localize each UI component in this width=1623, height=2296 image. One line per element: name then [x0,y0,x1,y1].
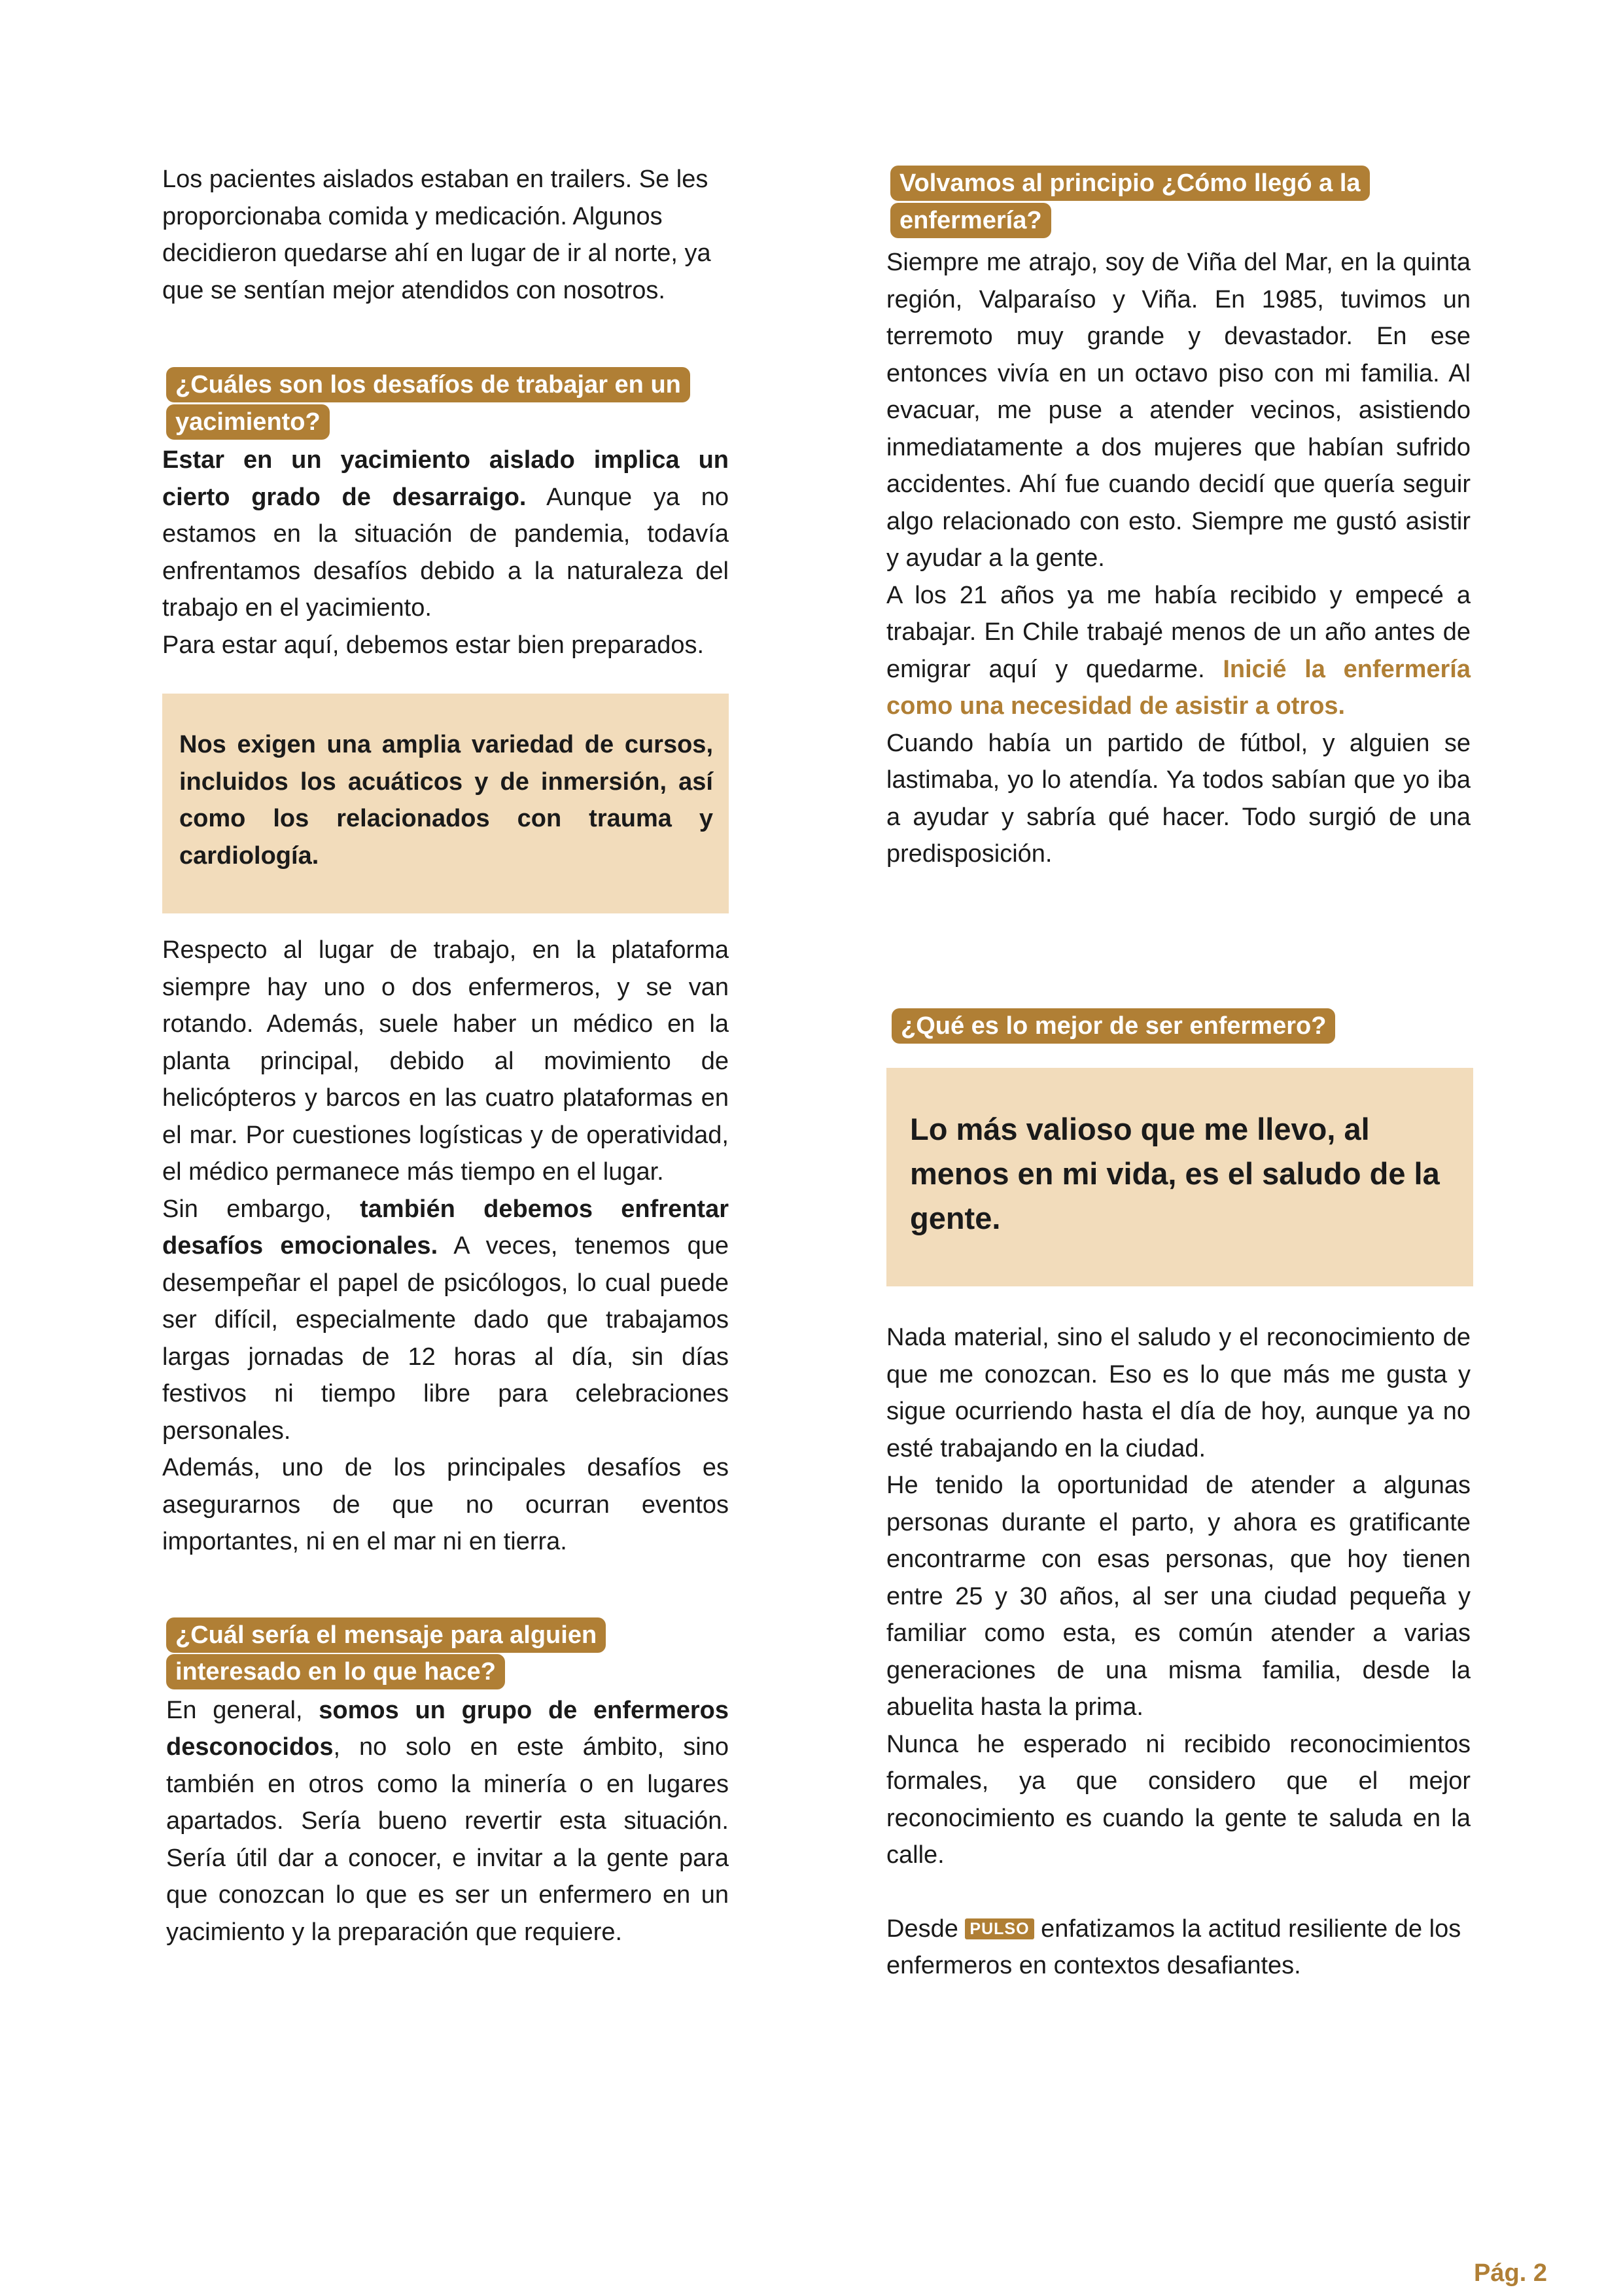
question-challenges [166,366,729,440]
origin-answer: Siempre me atrajo, soy de Viña del Mar, en la quinta región, Valparaíso y Viña. En 1985, tuvimos un terremoto muy grande y devastador. En ese entonces vivía en un octavo piso con mi familia. Al evacuar, me puse a atender vecinos, asistiendo inmediatamente a dos mujeres que habían sufrido accidentes. Ahí fue cuando decidí que quería seguir algo relacionado con esto. Siempre me gustó asistir y ayudar a la gente. [886,249,1471,572]
question-message [166,1617,663,1691]
emotional-paragraph [162,1191,729,1450]
callout-courses-text: Nos exigen una amplia variedad de cursos, incluidos los acuáticos y de inmersión, así como los relacionados con trauma y cardiología. [179,731,713,870]
callout-quote [886,1068,1473,1286]
closing-rest: enfatizamos la actitud resiliente de los enfermeros en contextos desafiantes. [886,1915,1461,1979]
challenges-prepared: Para estar aquí, debemos estar bien preparados. [162,631,705,659]
callout-quote-text: Lo más valioso que me llevo, al menos en mi vida, es el saludo de la gente. [910,1112,1440,1235]
emotional-rest: A veces, tenemos que desempeñar el papel de psicólogos, lo cual puede ser difícil, especialmente dado que trabajamos largas jornadas de 12 horas al día, sin días festivos ni tiempo libre para celebraciones personales. [162,1232,729,1445]
origin-football: Cuando había un partido de fútbol, y alguien se lastimaba, yo lo atendía. Ya todos sabían que yo iba a ayudar y sabría qué hacer. Todo surgió de una predisposición. [886,729,1471,868]
emotional-pre: Sin embargo, [162,1195,360,1223]
question-origin [890,165,1453,239]
question-challenges-label: ¿Cuáles son los desafíos de trabajar en un yacimiento? [166,367,690,440]
closing-pre: Desde [886,1915,966,1943]
recognition-paragraph: Nunca he esperado ni recibido reconocimientos formales, ya que considero que el mejor reconocimiento es cuando la gente te saluda en la calle. [886,1730,1471,1869]
question-best [892,1008,1454,1045]
message-answer [166,1692,729,1951]
challenges-answer-bold: Estar en un yacimiento aislado implica un cierto grado de desarraigo. [162,446,729,511]
origin-work-text: A los 21 años ya me había recibido y empecé a trabajar. En Chile trabajé menos de un año antes de emigrar aquí y quedarme. [886,581,1471,683]
message-bold: somos un grupo de enfermeros desconocidos [166,1696,729,1761]
events-paragraph: Además, uno de los principales desafíos es asegurarnos de que no ocurran eventos importantes, ni en el mar ni en tierra. [162,1454,729,1555]
pulso-logo: PULSO [965,1918,1034,1939]
birth-paragraph: He tenido la oportunidad de atender a algunas personas durante el parto, y ahora es gratificante encontrarme con esas personas, que hoy tienen entre 25 y 30 años, al ser una ciudad pequeña y familiar como esta, es común atender a varias generaciones de una misma familia, desde la abuelita hasta la prima. [886,1472,1471,1721]
best-answer: Nada material, sino el saludo y el reconocimiento de que me conozcan. Eso es lo que más me gusta y sigue ocurriendo hasta el día de hoy, aunque ya no esté trabajando en la ciudad. [886,1324,1471,1462]
message-pre: En general, [166,1696,319,1724]
origin-work [886,577,1471,725]
workplace-paragraph: Respecto al lugar de trabajo, en la plataforma siempre hay uno o dos enfermeros, y se van rotando. Además, suele haber un médico en la planta principal, debido al movimiento de helicópteros y barcos en las cuatro plataformas en el mar. Por cuestiones logísticas y de operatividad, el médico permanece más tiempo en el lugar. [162,936,729,1186]
message-rest: , no solo en este ámbito, sino también en otros como la minería o en lugares apartados. Sería bueno revertir esta situación. Sería útil dar a conocer, e invitar a la gente para que conozcan lo que es ser un enfermero en un yacimiento y la preparación que requiere. [166,1733,729,1946]
right-column [886,165,1471,1985]
callout-courses [162,694,729,913]
emotional-bold: también debemos enfrentar desafíos emocionales. [162,1195,729,1260]
challenges-answer [162,442,729,627]
left-column [162,161,729,1951]
question-message-label: ¿Cuál sería el mensaje para alguien interesado en lo que hace? [166,1617,606,1690]
page-number: Pág. 2 [1474,2259,1547,2287]
question-origin-label: Volvamos al principio ¿Cómo llegó a la enfermería? [890,166,1370,238]
origin-accent: Inicié la enfermería como una necesidad de asistir a otros. [886,655,1471,720]
intro-paragraph: Los pacientes aislados estaban en trailers. Se les proporcionaba comida y medicación. Algunos decidieron quedarse ahí en lugar de ir al norte, ya que se sentían mejor atendidos con nosotros. [162,166,711,304]
question-best-label: ¿Qué es lo mejor de ser enfermero? [892,1008,1335,1044]
challenges-answer-rest: Aunque ya no estamos en la situación de pandemia, todavía enfrentamos desafíos debido a la naturaleza del trabajo en el yacimiento. [162,483,729,622]
closing-paragraph [886,1911,1471,1985]
